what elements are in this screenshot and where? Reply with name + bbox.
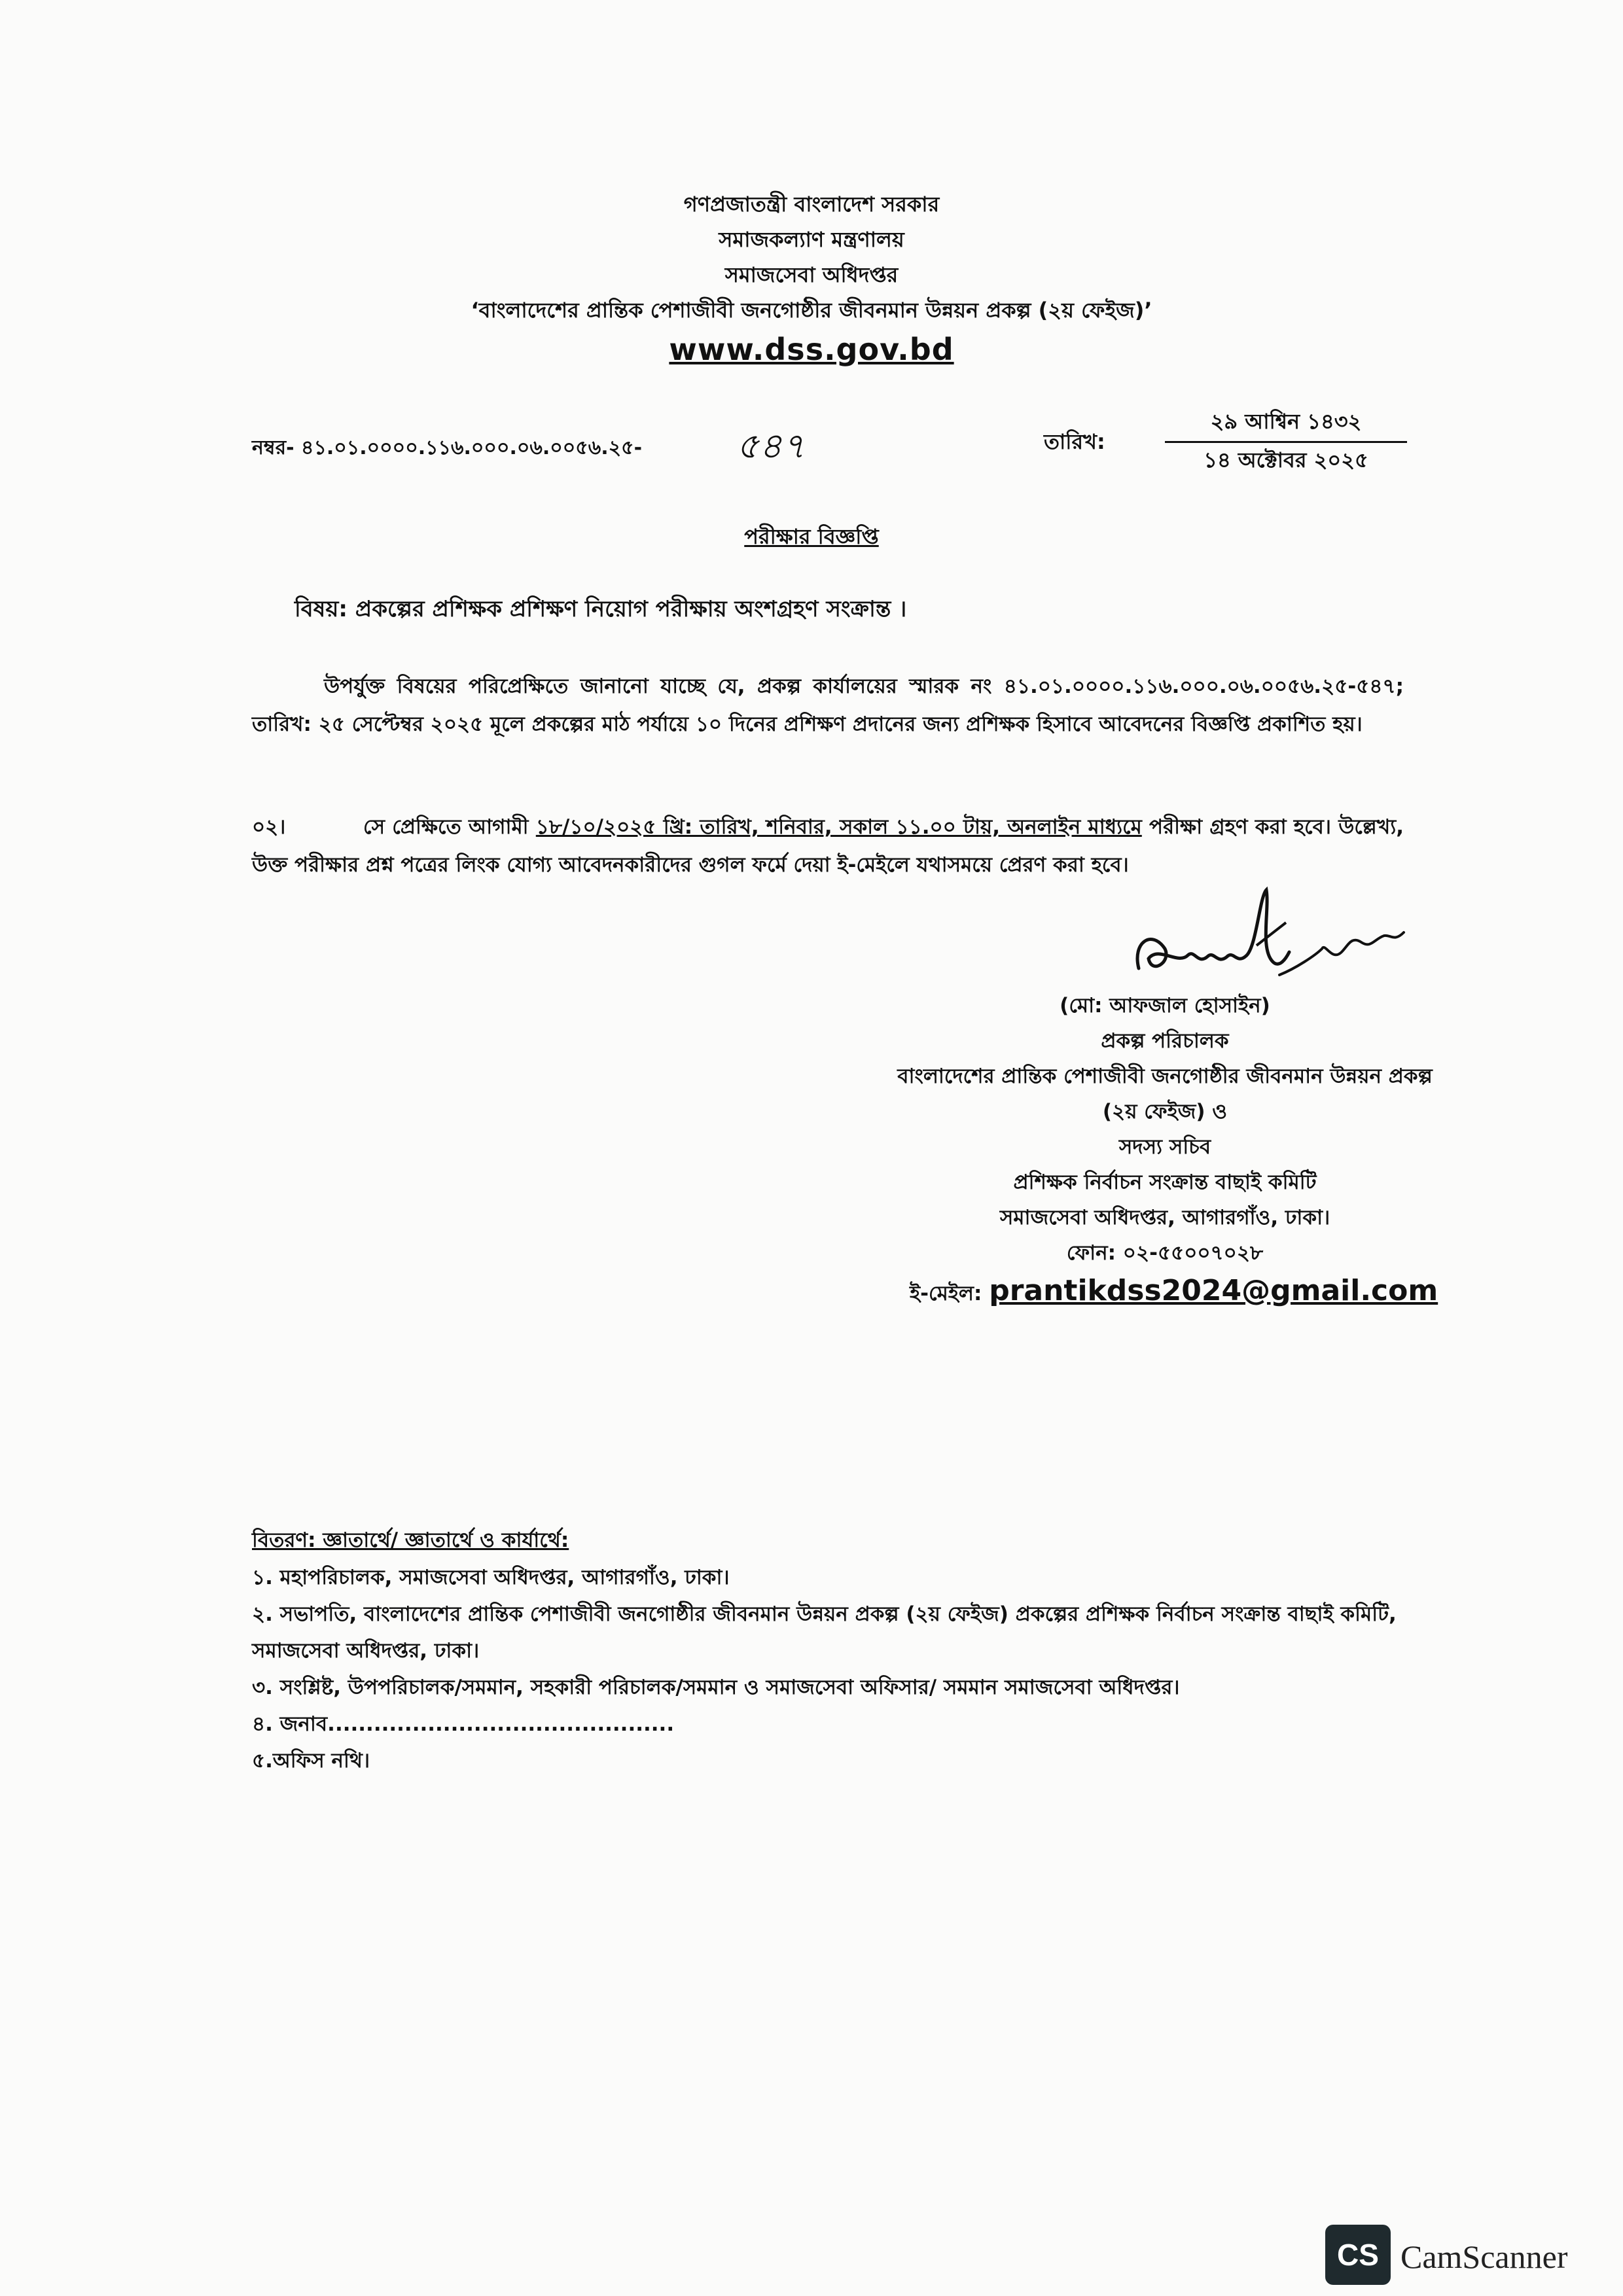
signatory-designation-2: সদস্য সচিব	[1118, 1135, 1211, 1159]
paragraph-2-text-b: পরীক্ষা গ্রহণ করা হবে। উল্লেখ্য, উক্ত পরীক্ষার প্রশ্ন পত্রের লিংক যোগ্য আবেদনকারীদের গুগল ফর্মে দেয়া ই-মেইলে যথাসময়ে প্রেরণ করা হবে।	[252, 815, 1404, 877]
date-english: ১৪ অক্টোবর ২০২৫	[1204, 448, 1368, 472]
signatory-designation: প্রকল্প পরিচালক	[1101, 1029, 1229, 1053]
signatory-committee: প্রশিক্ষক নির্বাচন সংক্রান্ত বাছাই কমিটি	[1013, 1171, 1317, 1194]
memo-row	[252, 409, 1404, 491]
notice-title-text: পরীক্ষার বিজ্ঞপ্তি	[744, 524, 879, 549]
signature-image	[1126, 883, 1414, 1001]
distribution-item: ১. মহাপরিচালক, সমাজসেবা অধিদপ্তর, আগারগাঁও, ঢাকা।	[252, 1566, 730, 1589]
website-link[interactable]: www.dss.gov.bd	[669, 332, 954, 367]
paragraph-2-number: ০২।	[252, 815, 286, 839]
distribution-list	[252, 1521, 1430, 1779]
signatory-block	[870, 988, 1459, 1314]
email-row	[870, 1271, 1459, 1314]
paragraph-1: উপর্যুক্ত বিষয়ের পরিপ্রেক্ষিতে জানানো যাচ্ছে যে, প্রকল্প কার্যালয়ের স্মারক নং ৪১.০১.০০০০.১১৬.০০০.০৬.০০৫৬.২৫-৫৪৭; তারিখ: ২৫ সেপ্টেম্বর ২০২৫ মূলে প্রকল্পের মাঠ পর্যায়ে ১০ দিনের প্রশিক্ষণ প্রদানের জন্য প্রশিক্ষক হিসাবে আবেদনের বিজ্ঞপ্তি প্রকাশিত হয়।	[252, 675, 1404, 736]
date-box	[1165, 406, 1407, 477]
memo-number: নম্বর- ৪১.০১.০০০০.১১৬.০০০.০৬.০০৫৬.২৫-	[252, 436, 643, 459]
paragraph-2	[252, 808, 1404, 884]
memo-handwritten-number: ৫৪৭	[736, 425, 806, 467]
signatory-phase: (২য় ফেইজ) ও	[1102, 1100, 1228, 1123]
email-label: ই-মেইল:	[910, 1282, 982, 1305]
email-link[interactable]: prantikdss2024@gmail.com	[989, 1274, 1438, 1307]
signatory-name: (মো: আফজাল হোসাইন)	[1060, 994, 1270, 1017]
distribution-item: ৪. জনাব.............................................	[252, 1712, 675, 1736]
paragraph-2-exam-schedule: ১৮/১০/২০২৫ খ্রি: তারিখ, শনিবার, সকাল ১১.০০ টায়, অনলাইন মাধ্যমে	[535, 815, 1142, 839]
letterhead	[0, 186, 1623, 371]
notice-title	[0, 520, 1623, 556]
signatory-phone: ফোন: ০২-৫৫০০৭০২৮	[1066, 1241, 1264, 1265]
ministry-name: সমাজকল্যাণ মন্ত্রণালয়	[719, 227, 904, 252]
signatory-project: বাংলাদেশের প্রান্তিক পেশাজীবী জনগোষ্ঠীর জীবনমান উন্নয়ন প্রকল্প	[897, 1065, 1433, 1088]
department-name: সমাজসেবা অধিদপ্তর	[724, 262, 899, 287]
government-name: গণপ্রজাতন্ত্রী বাংলাদেশ সরকার	[683, 192, 940, 217]
date-bangla: ২৯ আশ্বিন ১৪৩২	[1165, 406, 1407, 443]
camscanner-watermark: CamScanner	[1400, 2238, 1568, 2275]
signatory-office: সমাজসেবা অধিদপ্তর, আগারগাঁও, ঢাকা।	[999, 1206, 1330, 1229]
camscanner-logo-text: CS	[1337, 2238, 1379, 2272]
distribution-item: ২. সভাপতি, বাংলাদেশের প্রান্তিক পেশাজীবী জনগোষ্ঠীর জীবনমান উন্নয়ন প্রকল্প (২য় ফেইজ) প্রকল্পের প্রশিক্ষক নির্বাচন সংক্রান্ত বাছাই কমিটি, সমাজসেবা অধিদপ্তর, ঢাকা।	[252, 1602, 1397, 1663]
paragraph-2-text-a: সে প্রেক্ষিতে আগামী	[363, 815, 536, 839]
distribution-heading	[252, 1521, 1430, 1559]
distribution-heading-text: বিতরণ: জ্ঞাতার্থে/ জ্ঞাতার্থে ও কার্যার্থে:	[252, 1528, 569, 1552]
distribution-item: ৩. সংশ্লিষ্ট, উপপরিচালক/সমমান, সহকারী পরিচালক/সমমান ও সমাজসেবা অফিসার/ সমমান সমাজসেবা অধিদপ্তর।	[252, 1676, 1180, 1699]
camscanner-logo-icon	[1325, 2225, 1391, 2285]
subject-line: বিষয়: প্রকল্পের প্রশিক্ষক প্রশিক্ষণ নিয়োগ পরীক্ষায় অংশগ্রহণ সংক্রান্ত ।	[294, 596, 907, 622]
date-label: তারিখ:	[1044, 429, 1105, 454]
distribution-item: ৫.অফিস নথি।	[252, 1749, 370, 1773]
project-name: ‘বাংলাদেশের প্রান্তিক পেশাজীবী জনগোষ্ঠীর জীবনমান উন্নয়ন প্রকল্প (২য় ফেইজ)’	[471, 298, 1152, 323]
